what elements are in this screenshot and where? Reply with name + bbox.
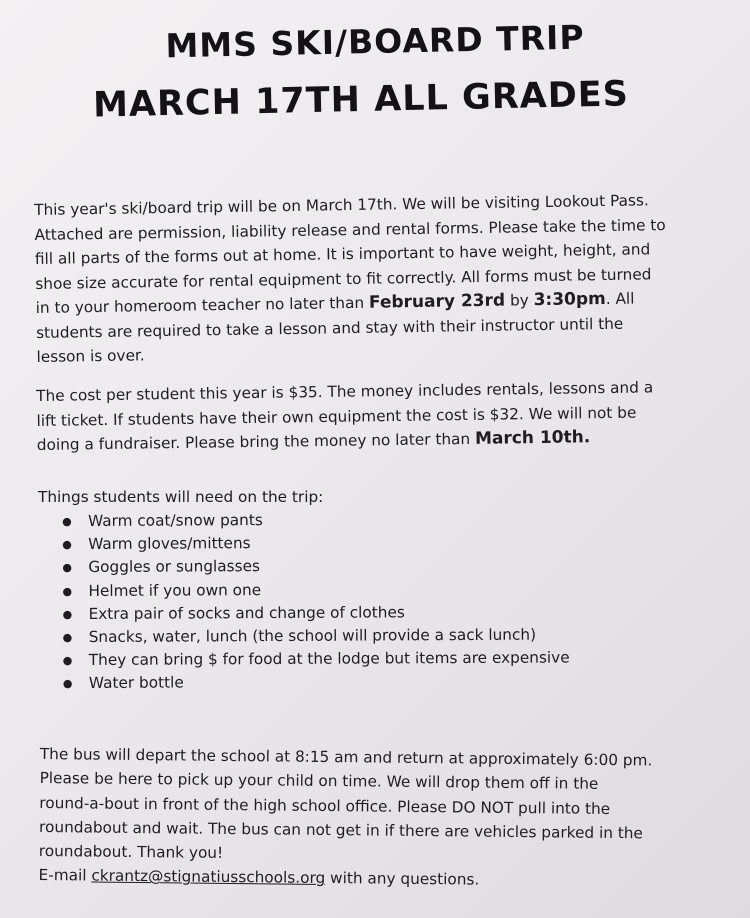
text-line: lift ticket. If students have their own equipment the cost is $32. We will not be: [36, 403, 637, 430]
bullet-icon: ●: [62, 677, 73, 691]
list-item-text: They can bring $ for food at the lodge but items are expensive: [88, 648, 570, 670]
list-item-text: Helmet if you own one: [88, 580, 262, 600]
text-line: students are required to take a lesson and stay with their instructor until the: [35, 314, 624, 342]
list-item-text: Warm gloves/mittens: [88, 534, 251, 554]
list-item-text: Warm coat/snow pants: [88, 511, 263, 530]
text-line: This year's ski/board trip will be on March 17th. We will be visiting Lookout Pass.: [34, 191, 649, 219]
text-line: roundabout. Thank you!: [38, 842, 224, 863]
text-fragment: . All: [605, 289, 635, 309]
list-item: [62, 531, 569, 557]
list-item-text: Goggles or sunglasses: [88, 557, 261, 577]
text-line: lesson is over.: [36, 346, 145, 366]
text-line: shoe size accurate for rental equipment to fit correctly. All forms must be turned: [35, 264, 652, 293]
contact-line: [38, 863, 651, 894]
list-item: [63, 670, 570, 696]
bullet-icon: ●: [62, 654, 73, 668]
text-fragment: E-mail: [38, 866, 92, 886]
text-line: Please be here to pick up your child on time. We will drop them off in the: [39, 769, 599, 794]
list-item: [62, 507, 569, 533]
text-fragment: with any questions.: [325, 869, 480, 890]
trip-details-paragraph: [34, 188, 668, 369]
bus-info-paragraph: [38, 742, 652, 894]
flyer-title-line-1: MMS SKI/BOARD TRIP: [165, 17, 585, 66]
list-item: [62, 600, 569, 626]
text-line: fill all parts of the forms out at home. It is important to have weight, height, and: [34, 240, 651, 268]
bullet-icon: ●: [62, 630, 73, 644]
bullet-icon: ●: [62, 514, 72, 528]
text-fragment: by: [504, 291, 534, 310]
text-line: The cost per student this year is $35. The money includes rentals, lessons and a: [36, 378, 654, 405]
bullet-icon: ●: [62, 607, 73, 621]
bullet-icon: ●: [62, 538, 72, 552]
bullet-icon: ●: [62, 561, 72, 575]
text-fragment: in to your homeroom teacher no later than: [35, 293, 370, 317]
bullet-icon: ●: [62, 584, 73, 598]
list-item-text: Water bottle: [88, 673, 184, 693]
packing-list-heading: Things students will need on the trip:: [38, 488, 324, 506]
list-item: [63, 623, 570, 649]
text-line: round-a-bout in front of the high school office. Please DO NOT pull into the: [39, 793, 611, 818]
cost-paragraph: [36, 375, 654, 457]
contact-email-link[interactable]: ckrantz@stignatiusschools.org: [91, 867, 326, 888]
text-line: roundabout and wait. The bus can not get in if there are vehicles parked in the: [39, 817, 644, 843]
text-fragment: doing a fundraiser. Please bring the money no later than: [36, 429, 476, 454]
text-line: The bus will depart the school at 8:15 am and return at approximately 6:00 pm.: [39, 744, 653, 770]
packing-list: [62, 507, 570, 695]
text-line: Attached are permission, liability release and rental forms. Please take the time to: [34, 215, 666, 244]
flyer-title-line-2: MARCH 17TH ALL GRADES: [92, 74, 630, 126]
money-due-date: March 10th.: [474, 427, 591, 449]
list-item-text: Snacks, water, lunch (the school will provide a sack lunch): [88, 625, 537, 646]
list-item: [62, 577, 569, 603]
list-item: [63, 646, 570, 672]
list-item-text: Extra pair of socks and change of clothes: [88, 603, 405, 623]
forms-due-time: 3:30pm: [533, 289, 606, 311]
list-item: [62, 554, 569, 580]
forms-due-date: February 23rd: [368, 290, 506, 313]
